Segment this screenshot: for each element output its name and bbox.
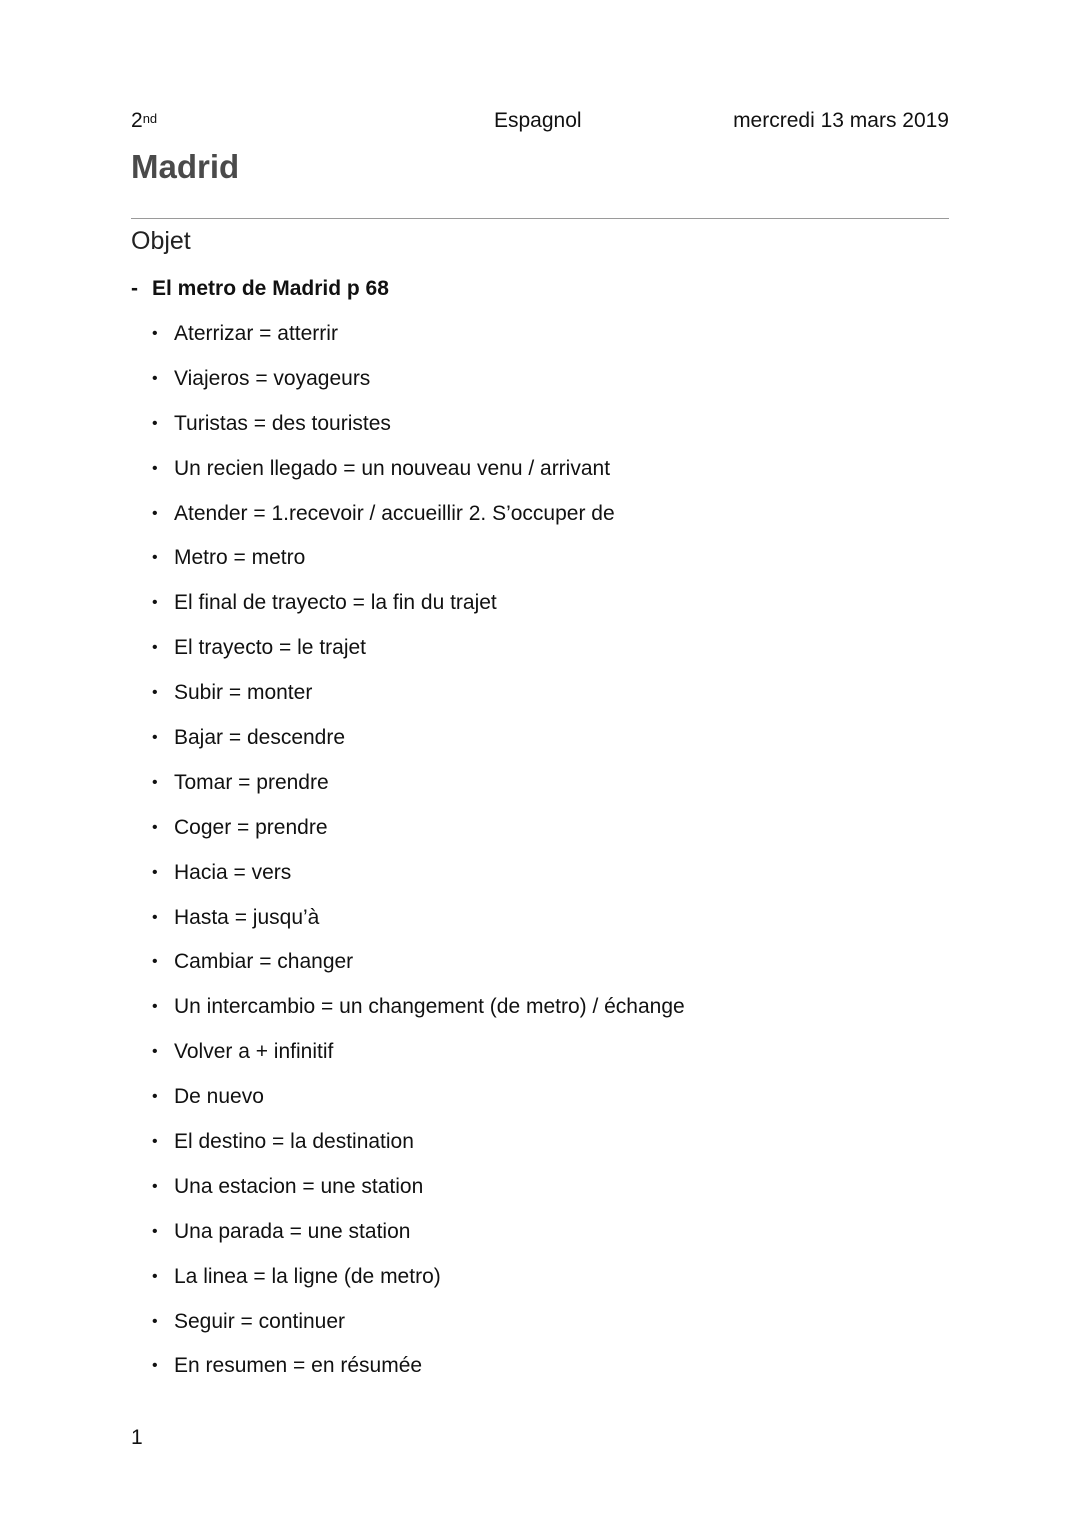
list-item: [152, 769, 685, 814]
list-item: [152, 320, 685, 365]
list-item: [152, 1308, 685, 1353]
bullet-icon: •: [152, 773, 158, 791]
bullet-icon: •: [152, 684, 158, 702]
list-item: [152, 455, 685, 500]
vocab-entry: En resumen = en résumée: [174, 1354, 423, 1378]
list-item: [152, 1128, 685, 1173]
bullet-icon: •: [152, 459, 158, 477]
bullet-icon: •: [152, 1133, 158, 1151]
vocab-entry: El destino = la destination: [174, 1130, 414, 1154]
bullet-icon: •: [152, 729, 158, 747]
list-item: [152, 1083, 685, 1128]
vocab-entry: Un intercambio = un changement (de metro) / échange: [174, 995, 685, 1019]
list-item: [152, 1038, 685, 1083]
grade-suffix: nd: [142, 111, 158, 126]
vocab-entry: Atender = 1.recevoir / accueillir 2. S’occuper de: [174, 501, 615, 525]
vocab-entry: De nuevo: [174, 1085, 264, 1109]
vocab-entry: Turistas = des touristes: [174, 411, 391, 435]
bullet-icon: •: [152, 1177, 158, 1195]
grade-number: 2: [131, 109, 143, 132]
page-title: Madrid: [131, 148, 240, 185]
vocab-entry: Bajar = descendre: [174, 726, 346, 750]
lesson-subheading-text: El metro de Madrid p 68: [152, 277, 389, 300]
section-label: Objet: [131, 227, 191, 255]
vocab-entry: El final de trayecto = la fin du trajet: [174, 591, 497, 615]
bullet-icon: •: [152, 1222, 158, 1240]
list-item: [152, 1173, 685, 1218]
vocab-entry: Subir = monter: [174, 681, 313, 705]
title-divider: [131, 218, 949, 219]
vocab-entry: Tomar = prendre: [174, 770, 329, 794]
bullet-icon: •: [152, 639, 158, 657]
vocab-entry: Hacia = vers: [174, 860, 292, 884]
bullet-icon: •: [152, 1357, 158, 1375]
list-item: [152, 365, 685, 410]
list-item: [152, 544, 685, 589]
lesson-subheading: [131, 275, 389, 303]
bullet-icon: •: [152, 1043, 158, 1061]
list-item: [152, 948, 685, 993]
vocab-entry: Seguir = continuer: [174, 1309, 346, 1333]
vocab-entry: Coger = prendre: [174, 815, 328, 839]
bullet-icon: •: [152, 908, 158, 926]
vocab-entry: Metro = metro: [174, 546, 306, 570]
bullet-icon: •: [152, 325, 158, 342]
list-item: [152, 500, 685, 545]
dash-marker: -: [131, 277, 138, 300]
vocab-entry: Viajeros = voyageurs: [174, 366, 371, 390]
bullet-icon: •: [152, 1312, 158, 1330]
vocab-entry: Volver a + infinitif: [174, 1040, 334, 1064]
list-item: [152, 993, 685, 1038]
bullet-icon: •: [152, 504, 158, 522]
list-item: [152, 814, 685, 859]
date-label: mercredi 13 mars 2019: [733, 109, 949, 132]
vocab-entry: Una estacion = une station: [174, 1174, 424, 1198]
list-item: [152, 859, 685, 904]
list-item: [152, 1218, 685, 1263]
page-header: [131, 107, 949, 137]
bullet-icon: •: [152, 863, 158, 881]
bullet-icon: •: [152, 953, 158, 971]
vocab-entry: Un recien llegado = un nouveau venu / arrivant: [174, 456, 611, 480]
list-item: [152, 634, 685, 679]
list-item: [152, 1352, 685, 1397]
vocab-entry: Hasta = jusqu’à: [174, 905, 320, 929]
bullet-icon: •: [152, 414, 158, 432]
bullet-icon: •: [152, 998, 158, 1016]
list-item: [152, 589, 685, 634]
vocab-entry: La linea = la ligne (de metro): [174, 1264, 441, 1288]
grade-level: [131, 107, 157, 135]
page-number: 1: [131, 1426, 143, 1449]
bullet-icon: •: [152, 369, 158, 387]
bullet-icon: •: [152, 1088, 158, 1106]
vocab-entry: El trayecto = le trajet: [174, 636, 367, 660]
bullet-icon: •: [152, 549, 158, 567]
bullet-icon: •: [152, 594, 158, 612]
vocab-entry: Aterrizar = atterrir: [174, 322, 338, 345]
bullet-icon: •: [152, 1267, 158, 1285]
list-item: [152, 724, 685, 769]
vocab-entry: Una parada = une station: [174, 1219, 411, 1243]
vocabulary-list: [152, 320, 685, 1397]
list-item: [152, 904, 685, 949]
vocab-entry: Cambiar = changer: [174, 950, 354, 974]
list-item: [152, 410, 685, 455]
list-item: [152, 679, 685, 724]
subject-label: Espagnol: [494, 109, 582, 132]
bullet-icon: •: [152, 818, 158, 836]
list-item: [152, 1263, 685, 1308]
